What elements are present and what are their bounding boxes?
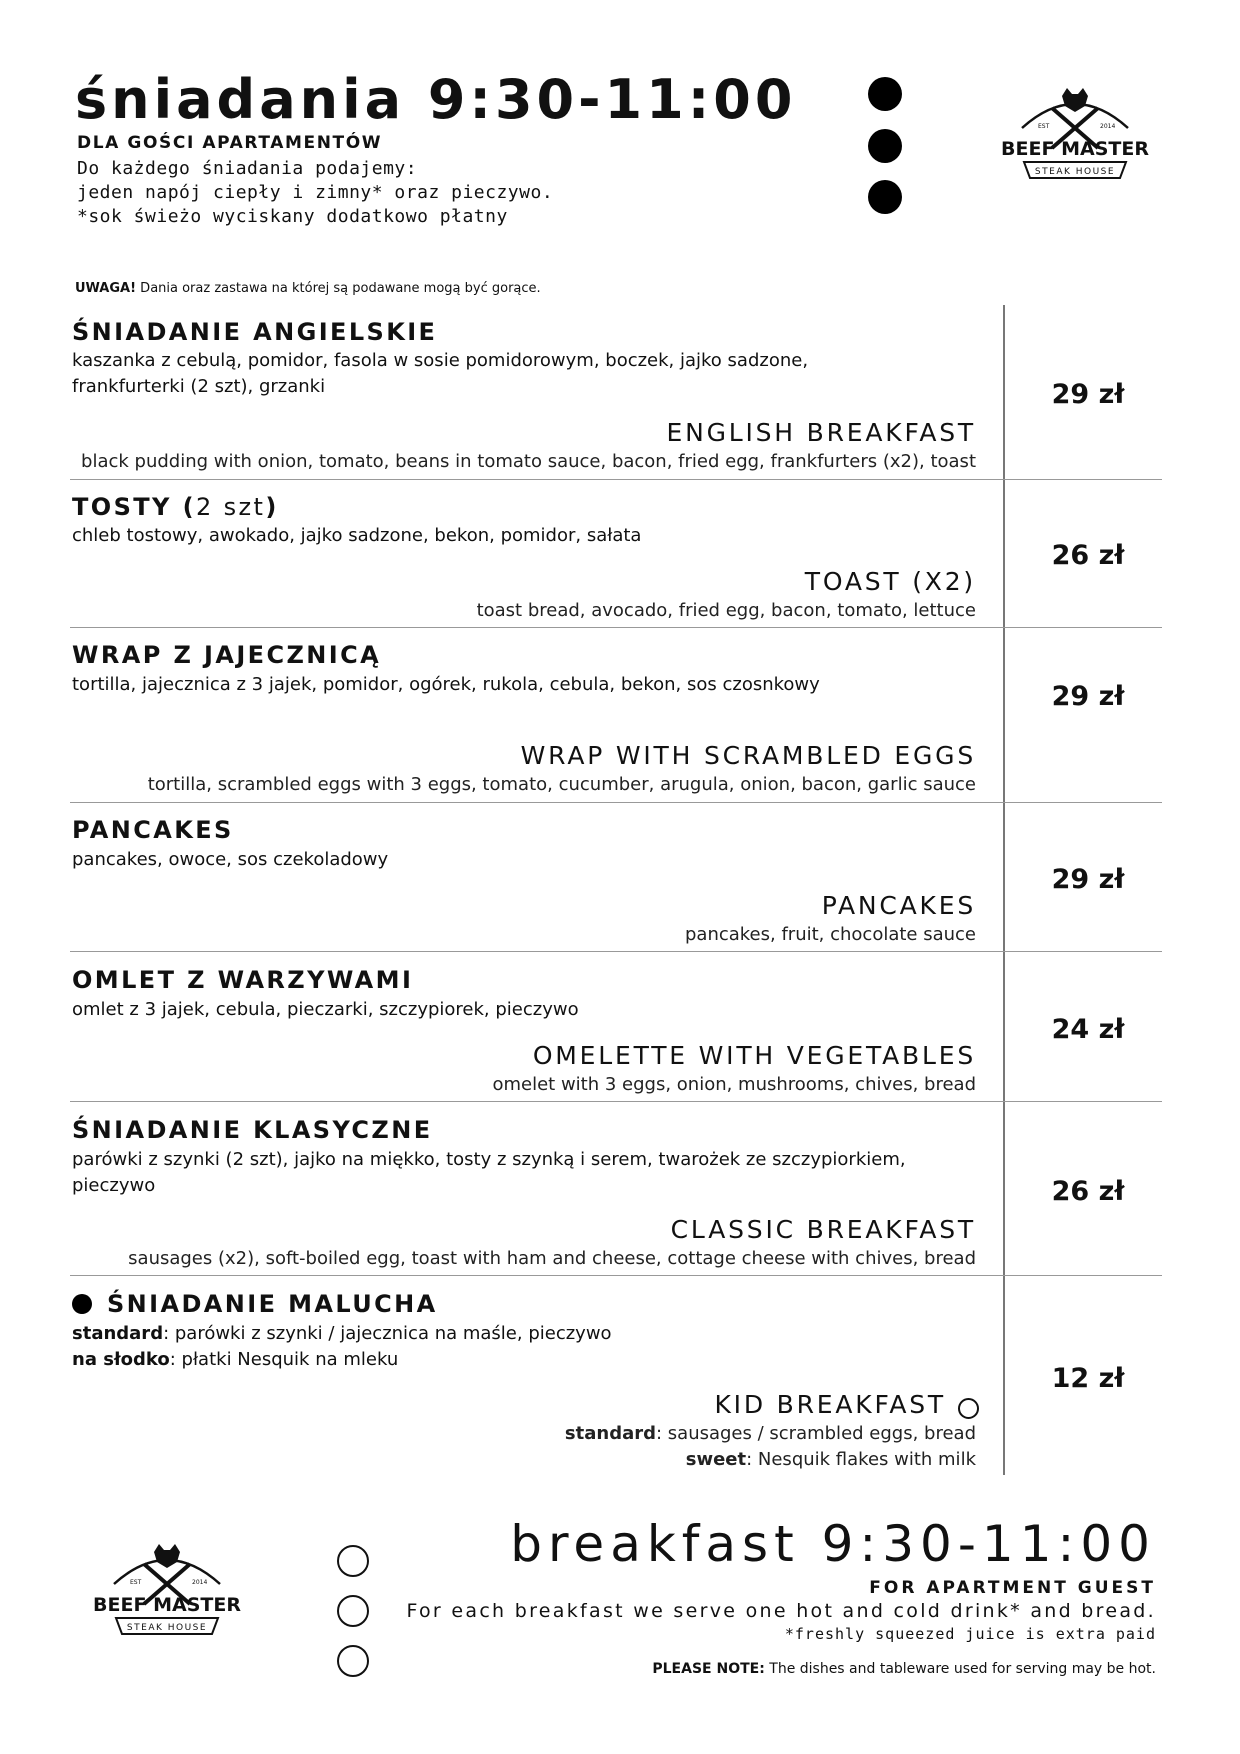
column-divider <box>1003 305 1005 1475</box>
row-divider <box>70 802 1162 803</box>
menu-item-price: 26 zł <box>1051 540 1125 571</box>
menu-item-title: OMLET Z WARZYWAMI <box>72 966 414 994</box>
menu-item-title-text: TOSTY ( <box>72 493 196 521</box>
menu-item-description: pancakes, owoce, sos czekoladowy <box>72 849 389 870</box>
kid-circle-icon <box>958 1398 979 1419</box>
intro-line: *sok świeżo wyciskany dodatkowo płatny <box>77 206 508 227</box>
menu-item-english-title: PANCAKES <box>821 891 976 920</box>
beef-master-logo <box>990 82 1160 192</box>
menu-item-english-description: pancakes, fruit, chocolate sauce <box>684 924 976 945</box>
menu-item-price: 29 zł <box>1051 864 1125 895</box>
menu-item-description: kaszanka z cebulą, pomidor, fasola w sosie pomidorowym, boczek, jajko sadzone, frankfurterki (2 szt), grzanki <box>72 350 809 397</box>
menu-item-title: ŚNIADANIE MALUCHA <box>107 1290 438 1318</box>
row-divider <box>70 951 1162 952</box>
logo-year: 2014 <box>192 1579 208 1586</box>
page-title: śniadania 9:30-11:00 <box>75 68 797 131</box>
desc-text: : Nesquik flakes with milk <box>746 1449 976 1470</box>
menu-item-english-description: sausages (x2), soft-boiled egg, toast with ham and cheese, cottage cheese with chives, bread <box>128 1248 976 1269</box>
menu-item-title: ŚNIADANIE KLASYCZNE <box>72 1116 433 1144</box>
row-divider <box>70 479 1162 480</box>
desc-text: : parówki z szynki / jajecznica na maśle, pieczywo <box>163 1323 612 1344</box>
menu-item-english-title: CLASSIC BREAKFAST <box>670 1215 976 1244</box>
menu-item-english-description <box>686 1447 976 1472</box>
menu-item-english-description: toast bread, avocado, fried egg, bacon, tomato, lettuce <box>476 600 976 621</box>
row-divider <box>70 1275 1162 1276</box>
decorative-dot <box>868 129 902 163</box>
menu-item-description <box>72 1347 398 1373</box>
desc-label: standard <box>564 1423 656 1444</box>
desc-label: sweet <box>685 1449 747 1470</box>
kid-dot-icon <box>72 1294 92 1314</box>
decorative-circle <box>337 1595 369 1627</box>
menu-item-title: WRAP Z JAJECZNICĄ <box>72 641 382 669</box>
menu-item-title: PANCAKES <box>72 816 234 844</box>
menu-item-english-title: KID BREAKFAST <box>714 1390 946 1419</box>
menu-item-description: parówki z szynki (2 szt), jajko na miękko, tosty z szynką i serem, twarożek ze szczypiorkiem, pieczywo <box>72 1149 906 1196</box>
decorative-circle <box>337 1545 369 1577</box>
warning-text: Dania oraz zastawa na której są podawane mogą być gorące. <box>136 281 541 296</box>
decorative-dot <box>868 77 902 111</box>
decorative-circle <box>337 1645 369 1677</box>
desc-label: na słodko <box>72 1349 170 1370</box>
logo-tagline: STEAK HOUSE <box>1034 167 1116 177</box>
menu-item-english-description: omelet with 3 eggs, onion, mushrooms, chives, bread <box>492 1074 976 1095</box>
menu-item-title-count: 2 szt <box>195 493 266 521</box>
warning-label: UWAGA! <box>75 281 137 296</box>
english-warning-text: The dishes and tableware used for serving may be hot. <box>764 1661 1156 1677</box>
logo-est: EST <box>130 1579 142 1586</box>
page-subtitle: DLA GOŚCI APARTAMENTÓW <box>77 133 383 153</box>
english-subtitle: FOR APARTMENT GUEST <box>869 1578 1156 1598</box>
menu-item-description: omlet z 3 jajek, cebula, pieczarki, szczypiorek, pieczywo <box>72 999 579 1020</box>
desc-label: standard <box>72 1323 164 1344</box>
beef-master-logo <box>82 1538 252 1648</box>
logo-name: BEEF MASTER <box>93 1594 241 1616</box>
menu-item-price: 29 zł <box>1051 379 1125 410</box>
menu-item-description <box>72 1321 612 1347</box>
menu-item-description: chleb tostowy, awokado, jajko sadzone, bekon, pomidor, sałata <box>72 525 642 546</box>
english-warning-label: PLEASE NOTE: <box>652 1661 765 1677</box>
menu-item-english-title: WRAP WITH SCRAMBLED EGGS <box>520 741 976 770</box>
menu-item-english-title: ENGLISH BREAKFAST <box>666 418 976 447</box>
decorative-dot <box>868 180 902 214</box>
desc-text: : sausages / scrambled eggs, bread <box>656 1423 976 1444</box>
menu-item-title <box>72 493 279 521</box>
logo-tagline: STEAK HOUSE <box>126 1623 208 1633</box>
intro-text <box>77 157 553 229</box>
logo-name: BEEF MASTER <box>1001 138 1149 160</box>
menu-item-english-title: TOAST (X2) <box>804 567 976 596</box>
menu-item-english-description <box>565 1421 976 1446</box>
menu-item-price: 29 zł <box>1051 681 1125 712</box>
english-title: breakfast 9:30-11:00 <box>510 1515 1156 1573</box>
warning-note <box>75 281 541 296</box>
english-warning-note <box>652 1661 1156 1677</box>
menu-item-price: 24 zł <box>1051 1014 1125 1045</box>
menu-item-title: ŚNIADANIE ANGIELSKIE <box>72 318 438 346</box>
desc-text: : płatki Nesquik na mleku <box>169 1349 399 1370</box>
intro-line: jeden napój ciepły i zimny* oraz pieczywo. <box>77 182 554 203</box>
menu-item-description: tortilla, jajecznica z 3 jajek, pomidor, ogórek, rukola, cebula, bekon, sos czosnkowy <box>72 674 820 695</box>
english-intro: For each breakfast we serve one hot and cold drink* and bread. <box>406 1600 1156 1622</box>
row-divider <box>70 627 1162 628</box>
menu-item-title-paren: ) <box>265 493 279 521</box>
logo-est: EST <box>1038 123 1050 130</box>
menu-item-english-description: tortilla, scrambled eggs with 3 eggs, tomato, cucumber, arugula, onion, bacon, garlic sauce <box>147 774 976 795</box>
menu-item-english-description: black pudding with onion, tomato, beans in tomato sauce, bacon, fried egg, frankfurters (x2), toast <box>81 451 976 472</box>
logo-year: 2014 <box>1100 123 1116 130</box>
row-divider <box>70 1101 1162 1102</box>
menu-item-english-title: OMELETTE WITH VEGETABLES <box>532 1041 976 1070</box>
menu-item-price: 12 zł <box>1051 1363 1125 1394</box>
menu-item-price: 26 zł <box>1051 1176 1125 1207</box>
intro-line: Do każdego śniadania podajemy: <box>77 158 418 179</box>
english-juice-note: *freshly squeezed juice is extra paid <box>784 1625 1156 1643</box>
